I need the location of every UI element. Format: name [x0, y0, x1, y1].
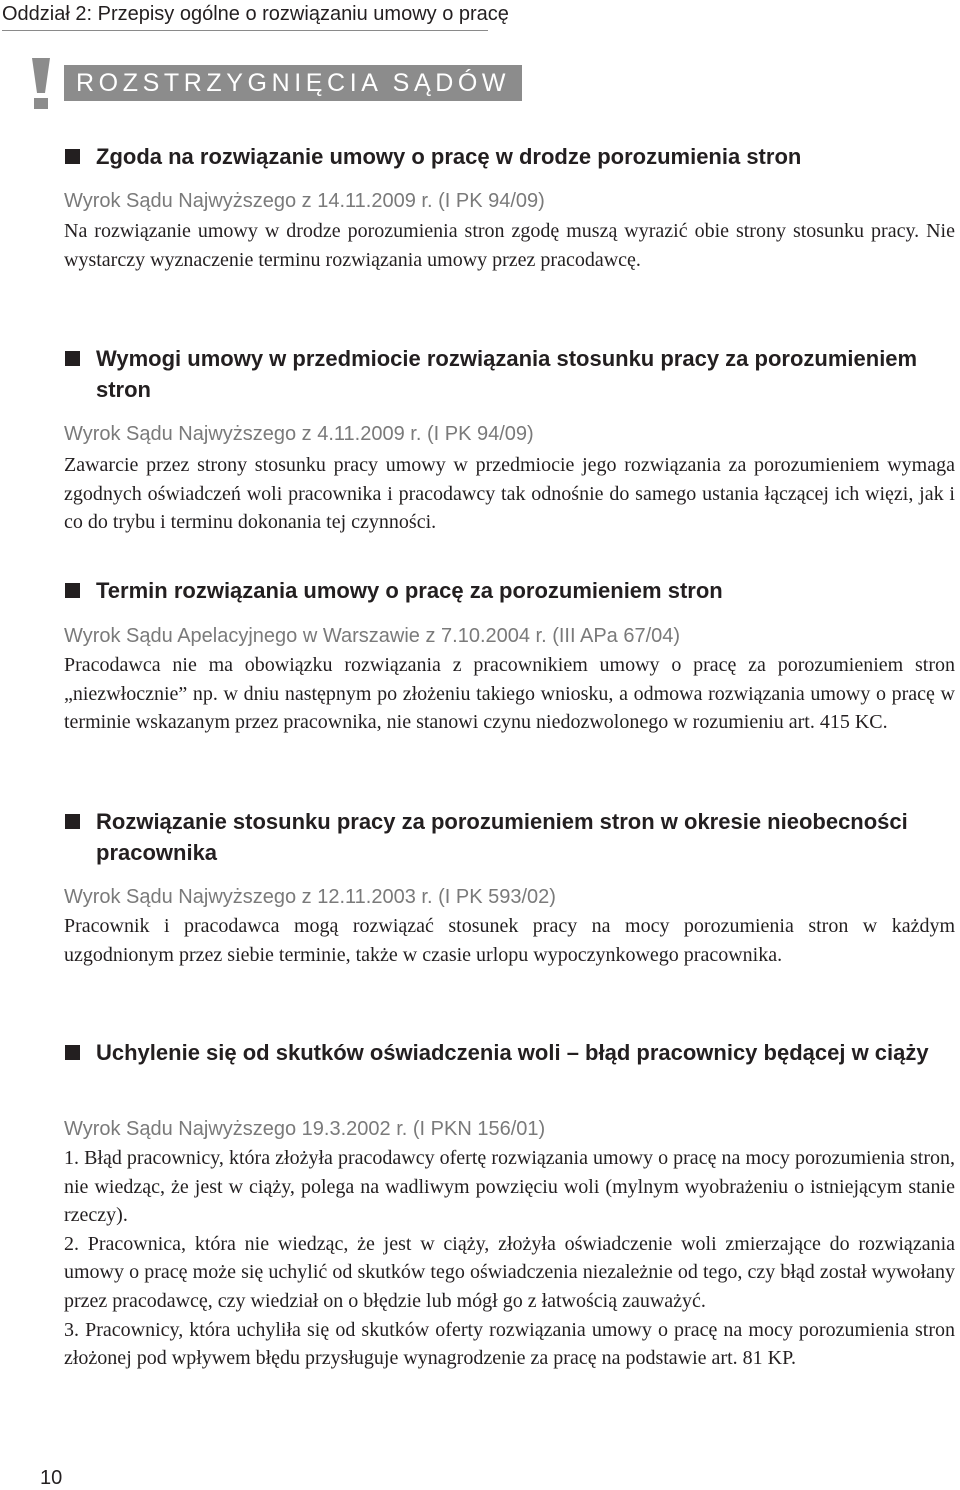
- ruling-text: [64, 217, 955, 274]
- ruling-text: [64, 451, 955, 537]
- bullet-square-icon: [65, 1045, 80, 1060]
- section-heading: Zgoda na rozwiązanie umowy o pracę w drodze porozumienia stron: [96, 144, 802, 169]
- bullet-square-icon: [65, 814, 80, 829]
- bullet-square-icon: [65, 583, 80, 598]
- banner-title: ROZSTRZYGNIĘCIA SĄDÓW: [76, 69, 511, 97]
- ruling-paragraph: 2. Pracownica, która nie wiedząc, że jest w ciąży, złożyła oświadczenie woli zmierzające do rozwiązania umowy o pracę może się uchylić od skutków tego oświadczenia niezależnie od tego, czy błąd został wywołany przez pracodawcę, czy wiedział on o błędzie lub mógł go z łatwością zauważyć.: [64, 1232, 955, 1312]
- case-citation: Wyrok Sądu Najwyższego z 14.11.2009 r. (I PK 94/09): [64, 190, 545, 212]
- case-citation: Wyrok Sądu Apelacyjnego w Warszawie z 7.10.2004 r. (III APa 67/04): [64, 625, 681, 647]
- ruling-paragraph: Na rozwiązanie umowy w drodze porozumienia stron zgodę muszą wyrazić obie strony stosunku pracy. Nie wystarczy wyznaczenie terminu rozwiązania umowy przez pracodawcę.: [64, 220, 955, 271]
- case-citation: Wyrok Sądu Najwyższego z 4.11.2009 r. (I PK 94/09): [64, 423, 534, 445]
- ruling-paragraph: Pracodawca nie ma obowiązku rozwiązania z pracownikiem umowy o pracę za porozumieniem stron „niezwłocznie” np. w dniu następnym po złożeniu takiego wniosku, a odmowa rozwiązania umowy o pracę w terminie wskazanym przez pracownika, nie stanowi czynu niedozwolonego w rozumieniu art. 415 KC.: [64, 654, 955, 734]
- section-heading: Rozwiązanie stosunku pracy za porozumieniem stron w okresie nieobecności pracownika: [96, 809, 908, 865]
- ruling-text: [64, 1144, 955, 1373]
- case-citation: Wyrok Sądu Najwyższego z 12.11.2003 r. (I PK 593/02): [64, 886, 556, 908]
- ruling-paragraph: Zawarcie przez strony stosunku pracy umowy w przedmiocie jego rozwiązania za porozumieniem wymaga zgodnych oświadczeń woli pracownika i pracodawcy tak odnośnie do samego ustania łączącej ich więzi, jak i co do trybu i terminu dokonania tej czynności.: [64, 454, 955, 534]
- ruling-paragraph: 1. Błąd pracownicy, która złożyła pracodawcy ofertę rozwiązania umowy o pracę na mocy porozumienia stron, nie wiedząc, że jest w ciąży, polega na wadliwym powzięciu woli (mylnym wyobrażeniu o istniejącym stanie rzeczy).: [64, 1147, 955, 1227]
- ruling-paragraph: 3. Pracownicy, która uchyliła się od skutków oferty rozwiązania umowy o pracę na mocy porozumienia stron złożonej pod wpływem błędu przysługuje wynagrodzenie za pracę na podstawie art. 81 KP.: [64, 1318, 955, 1370]
- section-heading: Wymogi umowy w przedmiocie rozwiązania stosunku pracy za porozumieniem stron: [96, 346, 918, 402]
- bullet-square-icon: [65, 149, 80, 164]
- running-head: Oddział 2: Przepisy ogólne o rozwiązaniu umowy o pracę: [2, 0, 488, 31]
- section-heading: Termin rozwiązania umowy o pracę za porozumieniem stron: [96, 578, 723, 603]
- ruling-text: [64, 651, 955, 737]
- page-number: 10: [40, 1467, 63, 1489]
- section-banner: [64, 65, 522, 101]
- ruling-text: [64, 912, 955, 969]
- section-heading: Uchylenie się od skutków oświadczenia woli – błąd pracownicy będącej w ciąży: [96, 1040, 929, 1065]
- bullet-square-icon: [65, 351, 80, 366]
- case-citation: Wyrok Sądu Najwyższego 19.3.2002 r. (I PKN 156/01): [64, 1118, 546, 1140]
- ruling-paragraph: Pracownik i pracodawca mogą rozwiązać stosunek pracy na mocy porozumienia stron w każdym uzgodnionym przez siebie terminie, także w czasie urlopu wypoczynkowego pracownika.: [64, 915, 955, 966]
- exclamation-icon: [26, 56, 56, 110]
